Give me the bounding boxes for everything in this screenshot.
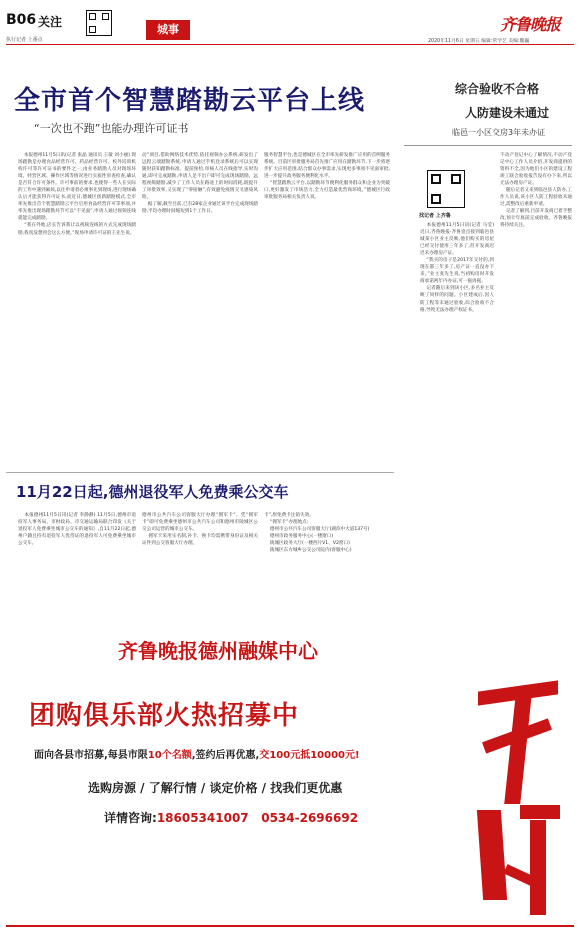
header-editor-line: 执行记者 上番点 — [6, 37, 43, 43]
ad-line-3d: 交100元抵10000元! — [259, 750, 360, 761]
date-line: 2020年11月6日 星期五 编辑:常学艺 美编:魏巍 — [428, 39, 530, 44]
ad-bottom-rule — [6, 925, 574, 927]
article2-col2: 德州市公共汽车公司客服大厅办理“拥军卡”。凭“拥军卡”即可免费乘坐德州市公共汽车公司和德州市陵城区公交公司运营的城市公交车。 拥军卡采用实名制,补卡、换卡均需携带身份证及相关证件到公交客服大厅办理。 — [142, 513, 258, 547]
ad-line-3b: 10个名额 — [147, 750, 192, 761]
section-tab: 城事 — [146, 20, 190, 40]
article2-col1: 本报德州11月5日讯(记者 李静静) 11月5日,德州市退役军人事务局、市财政局、市交通运输局联合印发《关于退役军人免费乘坐城市公交车的通知》,自11月22日起,德州户籍且持有退役军人优待证的退役军人可免费乘坐城市公交车。 — [18, 513, 136, 547]
article2-headline: 11月22日起,德州退役军人免费乘公交车 — [16, 483, 289, 501]
qr-code-icon — [86, 10, 112, 36]
ad-line-3a: 面向各县市招募,每县市限 — [34, 750, 148, 761]
ad-phone-1: 18605341007 — [156, 811, 249, 825]
header-rule — [6, 44, 574, 45]
ad-line-3 — [34, 746, 360, 761]
sidebar-title-2: 人防建设未通过 — [465, 106, 550, 120]
ad-line-5a: 详情咨询: — [104, 811, 157, 825]
ad-line-1: 齐鲁晚报德州融媒中心 — [118, 639, 318, 663]
sidebar-col-left: 本报德州11月5日讯(记者 马莹)近日,齐鲁晚报·齐鲁壹点接到临邑县城某小区业主反映,他们购买的房屋已经交付使用三年多了,但开发商迟迟未办理房产证。 “我买的房子是2017年交付的,到现在都三年多了,房产证一直没办下来。”业主张先生说,当初购房时开发商承诺两年内办证,可一拖再拖。 记者随后来到该小区,多名业主反映了同样的问题。小区建成后,因人防工程等未通过验收,综合验收不合格,导致无法办理产权证书。 — [420, 223, 494, 313]
article1-col3: 服务智慧平台,也是德城区在全市率先研发推广应用的首例服务系统。目前区审批服务局首先推广应用在踏勘环节,下一步将逐步扩大应用范围,结合群众办事需求,实现更多事项不见面审批,进一步提升政务服务便利化水平。 “智慧踏勘云平台,以踏勘环节便利化服务群众和企业为突破口,更好激发了市场活力,全力打造最优营商环境。”德城区行政审批服务局相关负责人说。 — [264, 153, 390, 201]
ad-line-5 — [104, 809, 358, 826]
main-headline: 全市首个智慧踏勘云平台上线 — [14, 86, 366, 116]
section-name: 关注 — [38, 15, 63, 29]
article2-col3: 卡”,原免费卡注销失效。 “拥军卡”办理地点: 德州市公共汽车公司客服大厅(湖滨中大道137号) 德州市政务服务中心(一楼窗口) 陵城区政务大厅(一楼西片V1、V2窗口) 陵城区东方城乡公交公司院内(客服中心) — [264, 513, 370, 554]
reporter-caption: 找记者 上齐鲁 — [419, 213, 451, 219]
main-subhead: “一次也不跑”也能办理许可证书 — [34, 122, 189, 135]
sidebar-subtitle: 临邑一小区交房3年未办证 — [452, 128, 546, 137]
qr-code-icon — [427, 170, 465, 208]
sidebar-rule — [404, 145, 572, 146]
sidebar-col-right: 不动产登记中心了解情况,不动产登记中心工作人员介绍,开发商提供的资料不全,因为他们小区的建设工程竣工联合验收报告没有办下来,所以无法办理房产证。 随后记者又来到临邑县人防办,工作人员说,该小区人防工程验收未通过,需整改后重新申请。 记者了解到,目前开发商已着手整改,预计年底前完成验收。齐鲁晚报将持续关注。 — [500, 153, 572, 229]
sidebar-title-1: 综合验收不合格 — [455, 82, 540, 96]
ad-line-2: 团购俱乐部火热招募中 — [29, 701, 300, 731]
article1-col2: 动”项目,借助网络技术优势,依托视频办公系统,研发出了远程云端踏勘系统,申请人通过手机登录系统后可以实现随时获知踏勘标准、提前预检,审核人员在线指导,实时沟通,即可完成踏勘,申请人足不出户即可完成现场踏勘。远程视频踏勘,减少了工作人员在路途上的时间消耗,既提升了审批效率,又实现了“零接触”,有效避免疫情交叉感染风险。 据了解,截至目前,已有28家企业通过该平台完成现场踏勘,平均办理时间缩短到1个工作日。 — [142, 153, 258, 215]
ad-line-4: 选购房源 / 了解行情 / 谈定价格 / 找我们更优惠 — [88, 781, 343, 795]
page-number: B06 — [6, 12, 37, 28]
newspaper-logo: 齐鲁晚报 — [500, 15, 561, 34]
article2-rule — [6, 472, 394, 473]
ad-line-3c: ,签约后再优惠, — [191, 750, 260, 761]
ad-phone-2: 0534-2696692 — [261, 811, 359, 825]
tuangou-brush-logo — [470, 680, 570, 920]
article1-col1: 本报德州11月5日讯(记者 张晶 通讯员 王敏 刘小丽) 现场踏勘是办理食品经营许可、药品经营许可、校外培训机构许可等许可证书的要件之一,由业务踏勘人员对现场环境、经营区域、操作区域等情况进行实质性审查检查,确认是否符合许可条件。许可事前的要求,也使得一些人在实际的工作中遇到麻烦,以往申请者必须事先到现场,进行现场确认后才能获得许可证书,而近日,德城区创新踏勘模式,全市率先推出首个智慧踏勘云平台启用食品经营许可等事项,并率先推出现场踏勘环节可以“不见面”,申请人通过视频连线就能完成踏勘。 “我在外地,店长告诉我让以视频连线的方式完成现场踏勘,我真没想到会这么方便。”现场申请许可证的王先生说。 — [18, 153, 136, 236]
